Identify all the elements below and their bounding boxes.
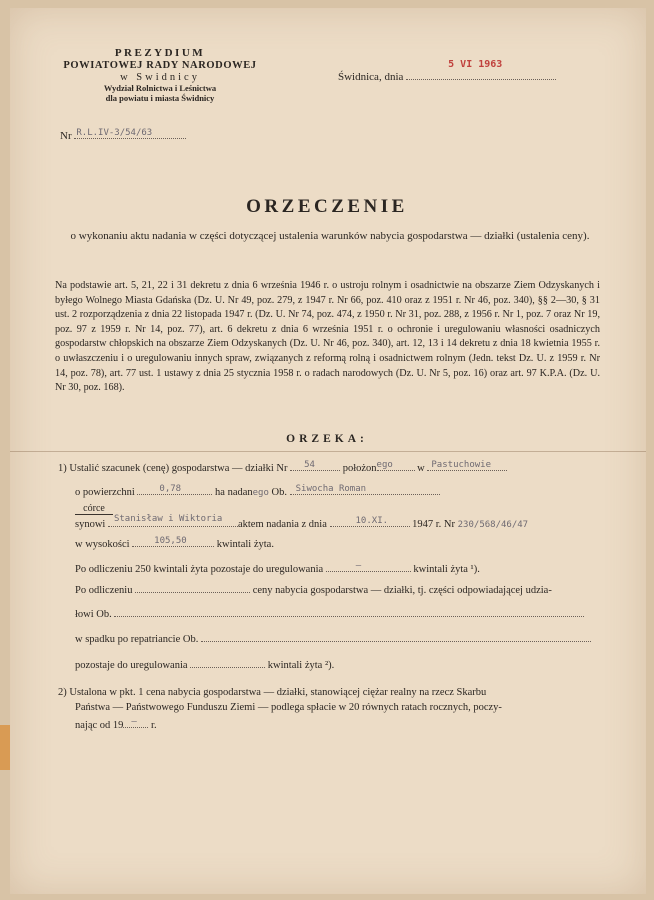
ref-value: R.L.IV-3/54/63: [76, 128, 153, 138]
item2-line3: [75, 717, 157, 731]
act-year-label: 1947 r. Nr: [412, 519, 456, 530]
item1-line9: [75, 660, 334, 671]
office-header: [55, 47, 265, 103]
header-line-4: Wydział Rolnictwa i Leśnictwa: [103, 82, 217, 93]
item1-line7: [75, 609, 584, 620]
document-subtitle: o wykonaniu aktu nadania w części dotyczącej ustalenia warunków nabycia gospodarstwa — działki (ustalenia ceny).: [70, 230, 590, 242]
paper-fold-line: [10, 451, 646, 452]
after250-unit: kwintali żyta ¹).: [413, 564, 480, 575]
remain-label: pozostaje do uregulowania: [75, 660, 188, 671]
share-label: łowi Ob.: [75, 609, 112, 620]
item1-line5: [75, 561, 480, 575]
document-title: ORZECZENIE: [246, 196, 408, 217]
item1-line6: [75, 585, 552, 596]
header-line-2: POWIATOWEJ RADY NARODOWEJ: [63, 59, 257, 71]
item2-r: r.: [151, 720, 157, 731]
plot-number: 54: [304, 460, 315, 470]
orzeka-heading: ORZEKA:: [286, 433, 368, 445]
heirs-names: Stanisław i Wiktoria: [113, 514, 223, 524]
owner-name: Siwocha Roman: [295, 484, 367, 494]
item1-line8: [75, 634, 591, 645]
item1-line1: [58, 460, 507, 474]
ref-label: Nr: [60, 130, 72, 142]
act-label: aktem nadania z dnia: [237, 519, 327, 530]
village-name: Pastuchowie: [431, 460, 491, 470]
place-date: [338, 59, 556, 83]
area-label: o powierzchni: [75, 487, 135, 498]
header-line-1: PREZYDIUM: [114, 47, 206, 59]
act-number: 230/568/46/47: [457, 520, 529, 530]
ob-label: Ob.: [271, 487, 287, 498]
item1-text-b: położon: [342, 463, 377, 474]
height-value: 105,50: [154, 536, 187, 546]
kwintali-label: kwintali żyta.: [216, 539, 274, 550]
item1-text-c: w: [417, 463, 425, 474]
after250-value: —: [355, 561, 362, 571]
item2-start-label: nając od 19: [75, 720, 124, 731]
area-value: 0,78: [159, 484, 182, 494]
date-stamp: 5 VI 1963: [448, 59, 503, 70]
place-date-label: Świdnica, dnia: [338, 71, 404, 83]
remain-unit: kwintali żyta ²).: [267, 660, 335, 671]
tab-edge-mark: [0, 725, 10, 770]
item2-line1: 2) Ustalona w pkt. 1 cena nabycia gospodarstwa — działki, stanowiącej ciężar realny na rzecz Skarbu: [58, 687, 487, 698]
granted-label: ha nadan: [215, 487, 253, 498]
item1-line3: [75, 516, 528, 530]
after250-text: Po odliczeniu 250 kwintali żyta pozostaje do uregulowania: [75, 564, 324, 575]
item2-start-year: —: [131, 717, 137, 727]
header-line-3: w Swidnicy: [120, 71, 200, 83]
deduct-text-a: Po odliczeniu: [75, 585, 133, 596]
reference-number: [60, 128, 186, 142]
corce-label: córce: [75, 503, 113, 515]
act-date: 10.XI.: [355, 516, 389, 526]
granted-fill: ego: [252, 488, 269, 498]
height-label: w wysokości: [75, 539, 130, 550]
synowi-label: synowi: [75, 519, 106, 530]
item1-text-a: 1) Ustalić szacunek (cenę) gospodarstwa — działki Nr: [58, 463, 288, 474]
item1-b-fill: ego: [376, 460, 393, 470]
item1-line2: [75, 484, 440, 498]
header-line-5: dla powiatu i miasta Świdnicy: [105, 92, 215, 103]
inherit-label: w spadku po repatriancie Ob.: [75, 634, 199, 645]
legal-basis-paragraph: Na podstawie art. 5, 21, 22 i 31 dekretu z dnia 6 września 1946 r. o ustroju rolnym i osadnictwie na obszarze Ziem Odzyskanych i byłego Wolnego Miasta Gdańska (Dz. U. Nr 49, poz. 279, z 1947 r. Nr 66, poz. 410 oraz z 1951 r. Nr 46, poz. 340), §§ 2—30, § 31 ust. 2 rozporządzenia z dnia 22 listopada 1947 r. (Dz. U. Nr 74, poz. 474, z 1950 r. Nr 31, poz. 288, z 1956 r. Nr 1, poz. 7 oraz Nr 19, poz. 97 z 1959 r. Nr 14, poz. 77), art. 6 dekretu z dnia 6 września 1951 r. o ochronie i uregulowaniu własności osadniczych gospodarstw chłopskich na obszarze Ziem Odzyskanych (Dz. U. Nr 46, poz. 340), art. 12, 13 i 14 dekretu z dnia 18 kwietnia 1955 r. o uwłaszczeniu i o uregulowaniu innych spraw, związanych z reformą rolną i osadnictwem rolnym (Jedn. tekst Dz. U. z 1959 r. Nr 14, poz. 78), art. 77 ust. 1 ustawy z dnia 25 stycznia 1958 r. o radach narodowych (Dz. U. Nr 5, poz. 16) oraz art. 97 K.P.A. (Dz. U. Nr 30, poz. 168).: [55, 280, 600, 394]
deduct-text-b: ceny nabycia gospodarstwa — działki, tj. części odpowiadającej udzia-: [252, 585, 552, 596]
item1-line4: [75, 536, 274, 550]
item2-line2: Państwa — Państwowego Funduszu Ziemi — podlega spłacie w 20 równych ratach rocznych, poczy-: [75, 702, 502, 713]
